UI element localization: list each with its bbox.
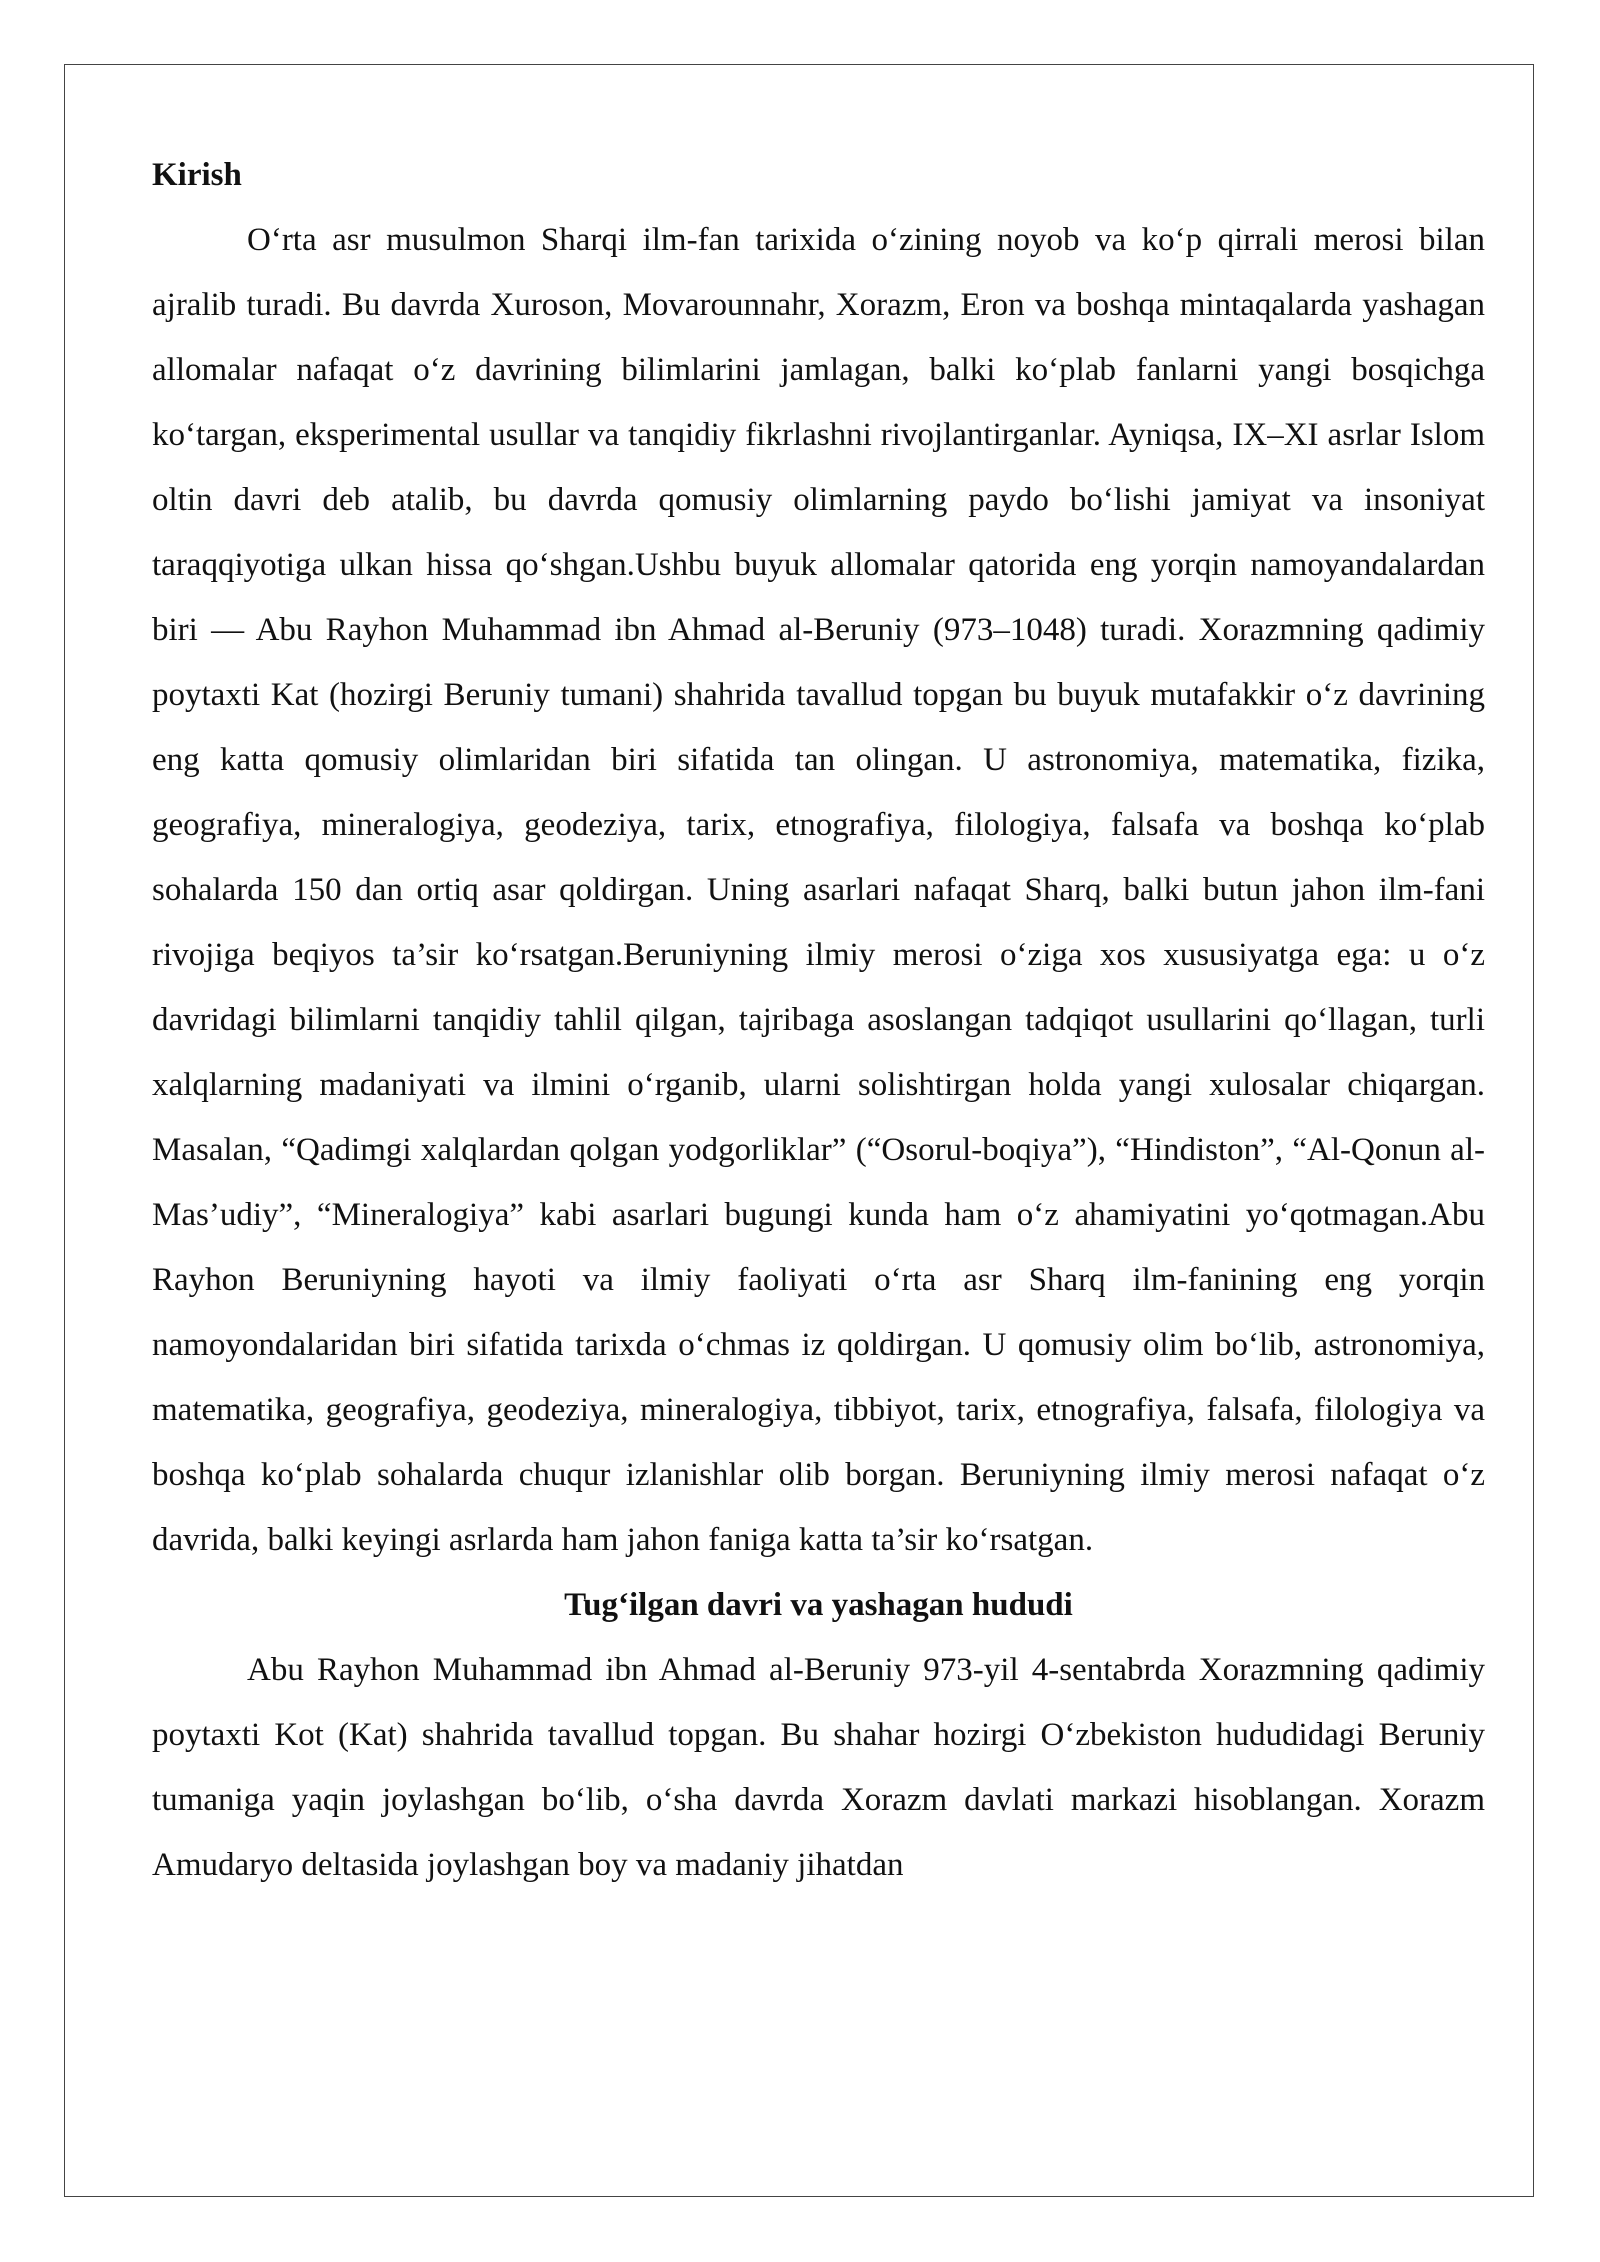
- paragraph-intro: O‘rta asr musulmon Sharqi ilm-fan tarixida o‘zining noyob va ko‘p qirrali merosi bilan ajralib turadi. Bu davrda Xuroson, Movarounnahr, Xorazm, Eron va boshqa mintaqalarda yashagan allomalar nafaqat o‘z davrining bilimlarini jamlagan, balki ko‘plab fanlarni yangi bosqichga ko‘targan, eksperimental usullar va tanqidiy fikrlashni rivojlantirganlar. Ayniqsa, IX–XI asrlar Islom oltin davri deb atalib, bu davrda qomusiy olimlarning paydo bo‘lishi jamiyat va insoniyat taraqqiyotiga ulkan hissa qo‘shgan.Ushbu buyuk allomalar qatorida eng yorqin namoyandalardan biri — Abu Rayhon Muhammad ibn Ahmad al-Beruniy (973–1048) turadi. Xorazmning qadimiy poytaxti Kat (hozirgi Beruniy tumani) shahrida tavallud topgan bu buyuk mutafakkir o‘z davrining eng katta qomusiy olimlaridan biri sifatida tan olingan. U astronomiya, matematika, fizika, geografiya, mineralogiya, geodeziya, tarix, etnografiya, filologiya, falsafa va boshqa ko‘plab sohalarda 150 dan ortiq asar qoldirgan. Uning asarlari nafaqat Sharq, balki butun jahon ilm-fani rivojiga beqiyos ta’sir ko‘rsatgan.Beruniyning ilmiy merosi o‘ziga xos xususiyatga ega: u o‘z davridagi bilimlarni tanqidiy tahlil qilgan, tajribaga asoslangan tadqiqot usullarini qo‘llagan, turli xalqlarning madaniyati va ilmini o‘rganib, ularni solishtirgan holda yangi xulosalar chiqargan. Masalan, “Qadimgi xalqlardan qolgan yodgorliklar” (“Osorul-boqiya”), “Hindiston”, “Al-Qonun al-Mas’udiy”, “Mineralogiya” kabi asarlari bugungi kunda ham o‘z ahamiyatini yo‘qotmagan.Abu Rayhon Beruniyning hayoti va ilmiy faoliyati o‘rta asr Sharq ilm-fanining eng yorqin namoyondalaridan biri sifatida tarixda o‘chmas iz qoldirgan. U qomusiy olim bo‘lib, astronomiya, matematika, geografiya, geodeziya, mineralogiya, tibbiyot, tarix, etnografiya, falsafa, filologiya va boshqa ko‘plab sohalarda chuqur izlanishlar olib borgan. Beruniyning ilmiy merosi nafaqat o‘z davrida, balki keyingi asrlarda ham jahon faniga katta ta’sir ko‘rsatgan.: [152, 222, 1485, 1558]
- paragraph-birth: Abu Rayhon Muhammad ibn Ahmad al-Beruniy 973-yil 4-sentabrda Xorazmning qadimiy poytaxti Kot (Kat) shahrida tavallud topgan. Bu shahar hozirgi O‘zbekiston hududidagi Beruniy tumaniga yaqin joylashgan bo‘lib, o‘sha davrda Xorazm davlati markazi hisoblangan. Xorazm Amudaryo deltasida joylashgan boy va madaniy jihatdan: [152, 1652, 1485, 1883]
- document-body: [152, 143, 1485, 1898]
- heading-birth: Tug‘ilgan davri va yashagan hududi: [564, 1587, 1073, 1623]
- heading-intro: Kirish: [152, 157, 242, 193]
